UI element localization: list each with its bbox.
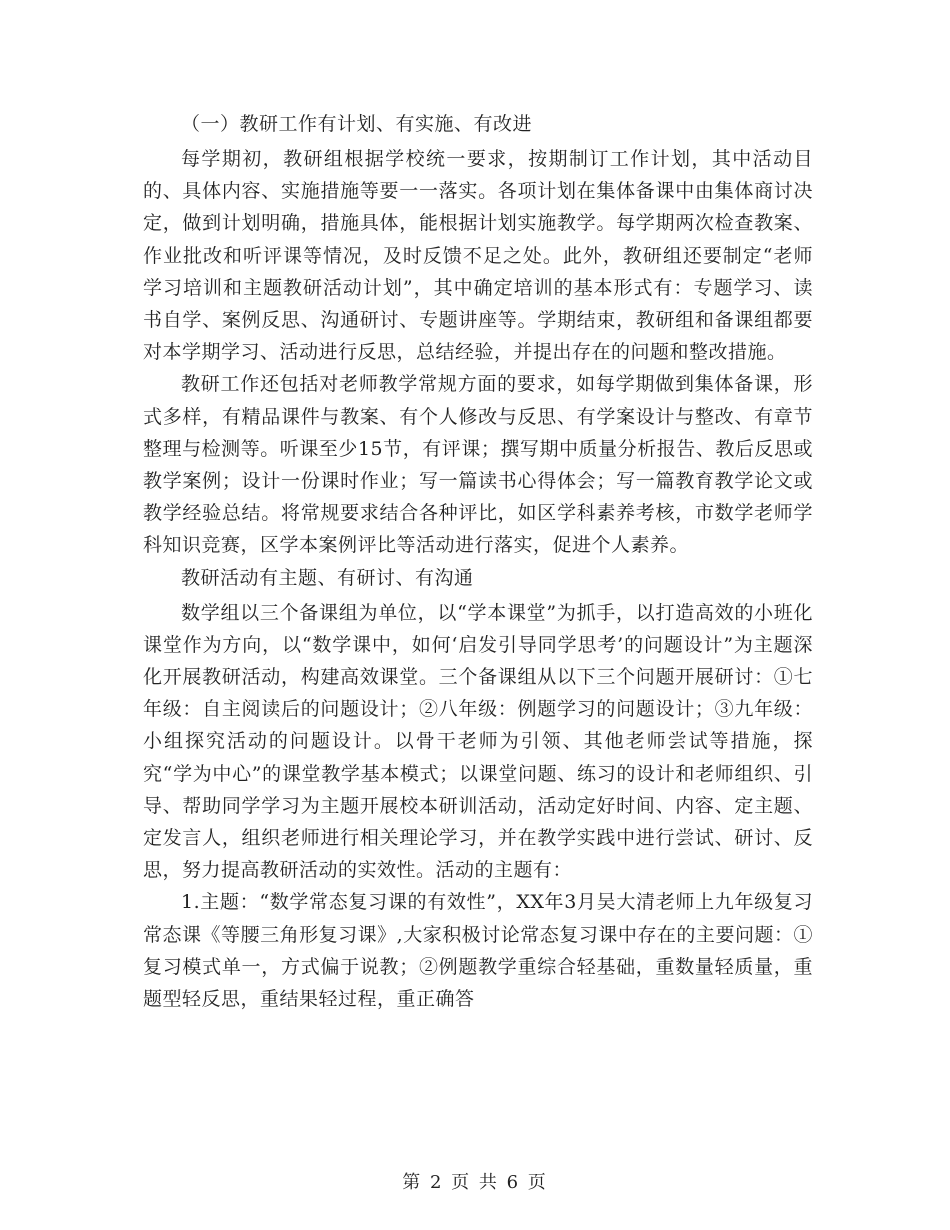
document-body [143, 108, 813, 1015]
section-heading-activity: 教研活动有主题、有研讨、有沟通 [181, 566, 474, 589]
paragraph-activity: 数学组以三个备课组为单位，以“学本课堂”为抓手，以打造高效的小班化课堂作为方向，以“数学课中，如何‘启发引导同学思考’的问题设计”为主题深化开展教研活动，构建高效课堂。三个备课组从以下三个问题开展研讨：①七年级：自主阅读后的问题设计；②八年级：例题学习的问题设计；③九年级：小组探究活动的问题设计。以骨干老师为引领、其他老师尝试等措施，探究“学为中心”的课堂教学基本模式；以课堂问题、练习的设计和老师组织、引导、帮助同学学习为主题开展校本研训活动，活动定好时间、内容、定主题、定发言人，组织老师进行相关理论学习，并在教学实践中进行尝试、研讨、反思，努力提高教研活动的实效性。活动的主题有： [143, 601, 813, 882]
paragraph-plan: 每学期初，教研组根据学校统一要求，按期制订工作计划，其中活动目的、具体内容、实施措施等要一一落实。各项计划在集体备课中由集体商讨决定，做到计划明确，措施具体，能根据计划实施教学。每学期两次检查教案、作业批改和听评课等情况，及时反馈不足之处。此外，教研组还要制定“老师学习培训和主题教研活动计划”，其中确定培训的基本形式有：专题学习、读书自学、案例反思、沟通研讨、专题讲座等。学期结束，教研组和备课组都要对本学期学习、活动进行反思，总结经验，并提出存在的问题和整改措施。 [143, 148, 813, 364]
paragraph-topic-1: 1.主题：“数学常态复习课的有效性”，XX年3月吴大清老师上九年级复习常态课《等腰三角形复习课》,大家积极讨论常态复习课中存在的主要问题：①复习模式单一，方式偏于说教；②例题教学重综合轻基础，重数量轻质量，重题型轻反思，重结果轻过程，重正确答 [143, 891, 813, 1011]
page-number: 第 2 页 共 6 页 [402, 1172, 548, 1193]
paragraph-routine: 教研工作还包括对老师教学常规方面的要求，如每学期做到集体备课，形式多样，有精品课件与教案、有个人修改与反思、有学案设计与整改、有章节整理与检测等。听课至少15节，有评课；撰写期中质量分析报告、教后反思或教学案例；设计一份课时作业；写一篇读书心得体会；写一篇教育教学论文或教学经验总结。将常规要求结合各种评比，如区学科素养考核，市数学老师学科知识竞赛，区学本案例评比等活动进行落实，促进个人素养。 [143, 373, 813, 557]
section-heading-plan: （一）教研工作有计划、有实施、有改进 [181, 113, 533, 135]
